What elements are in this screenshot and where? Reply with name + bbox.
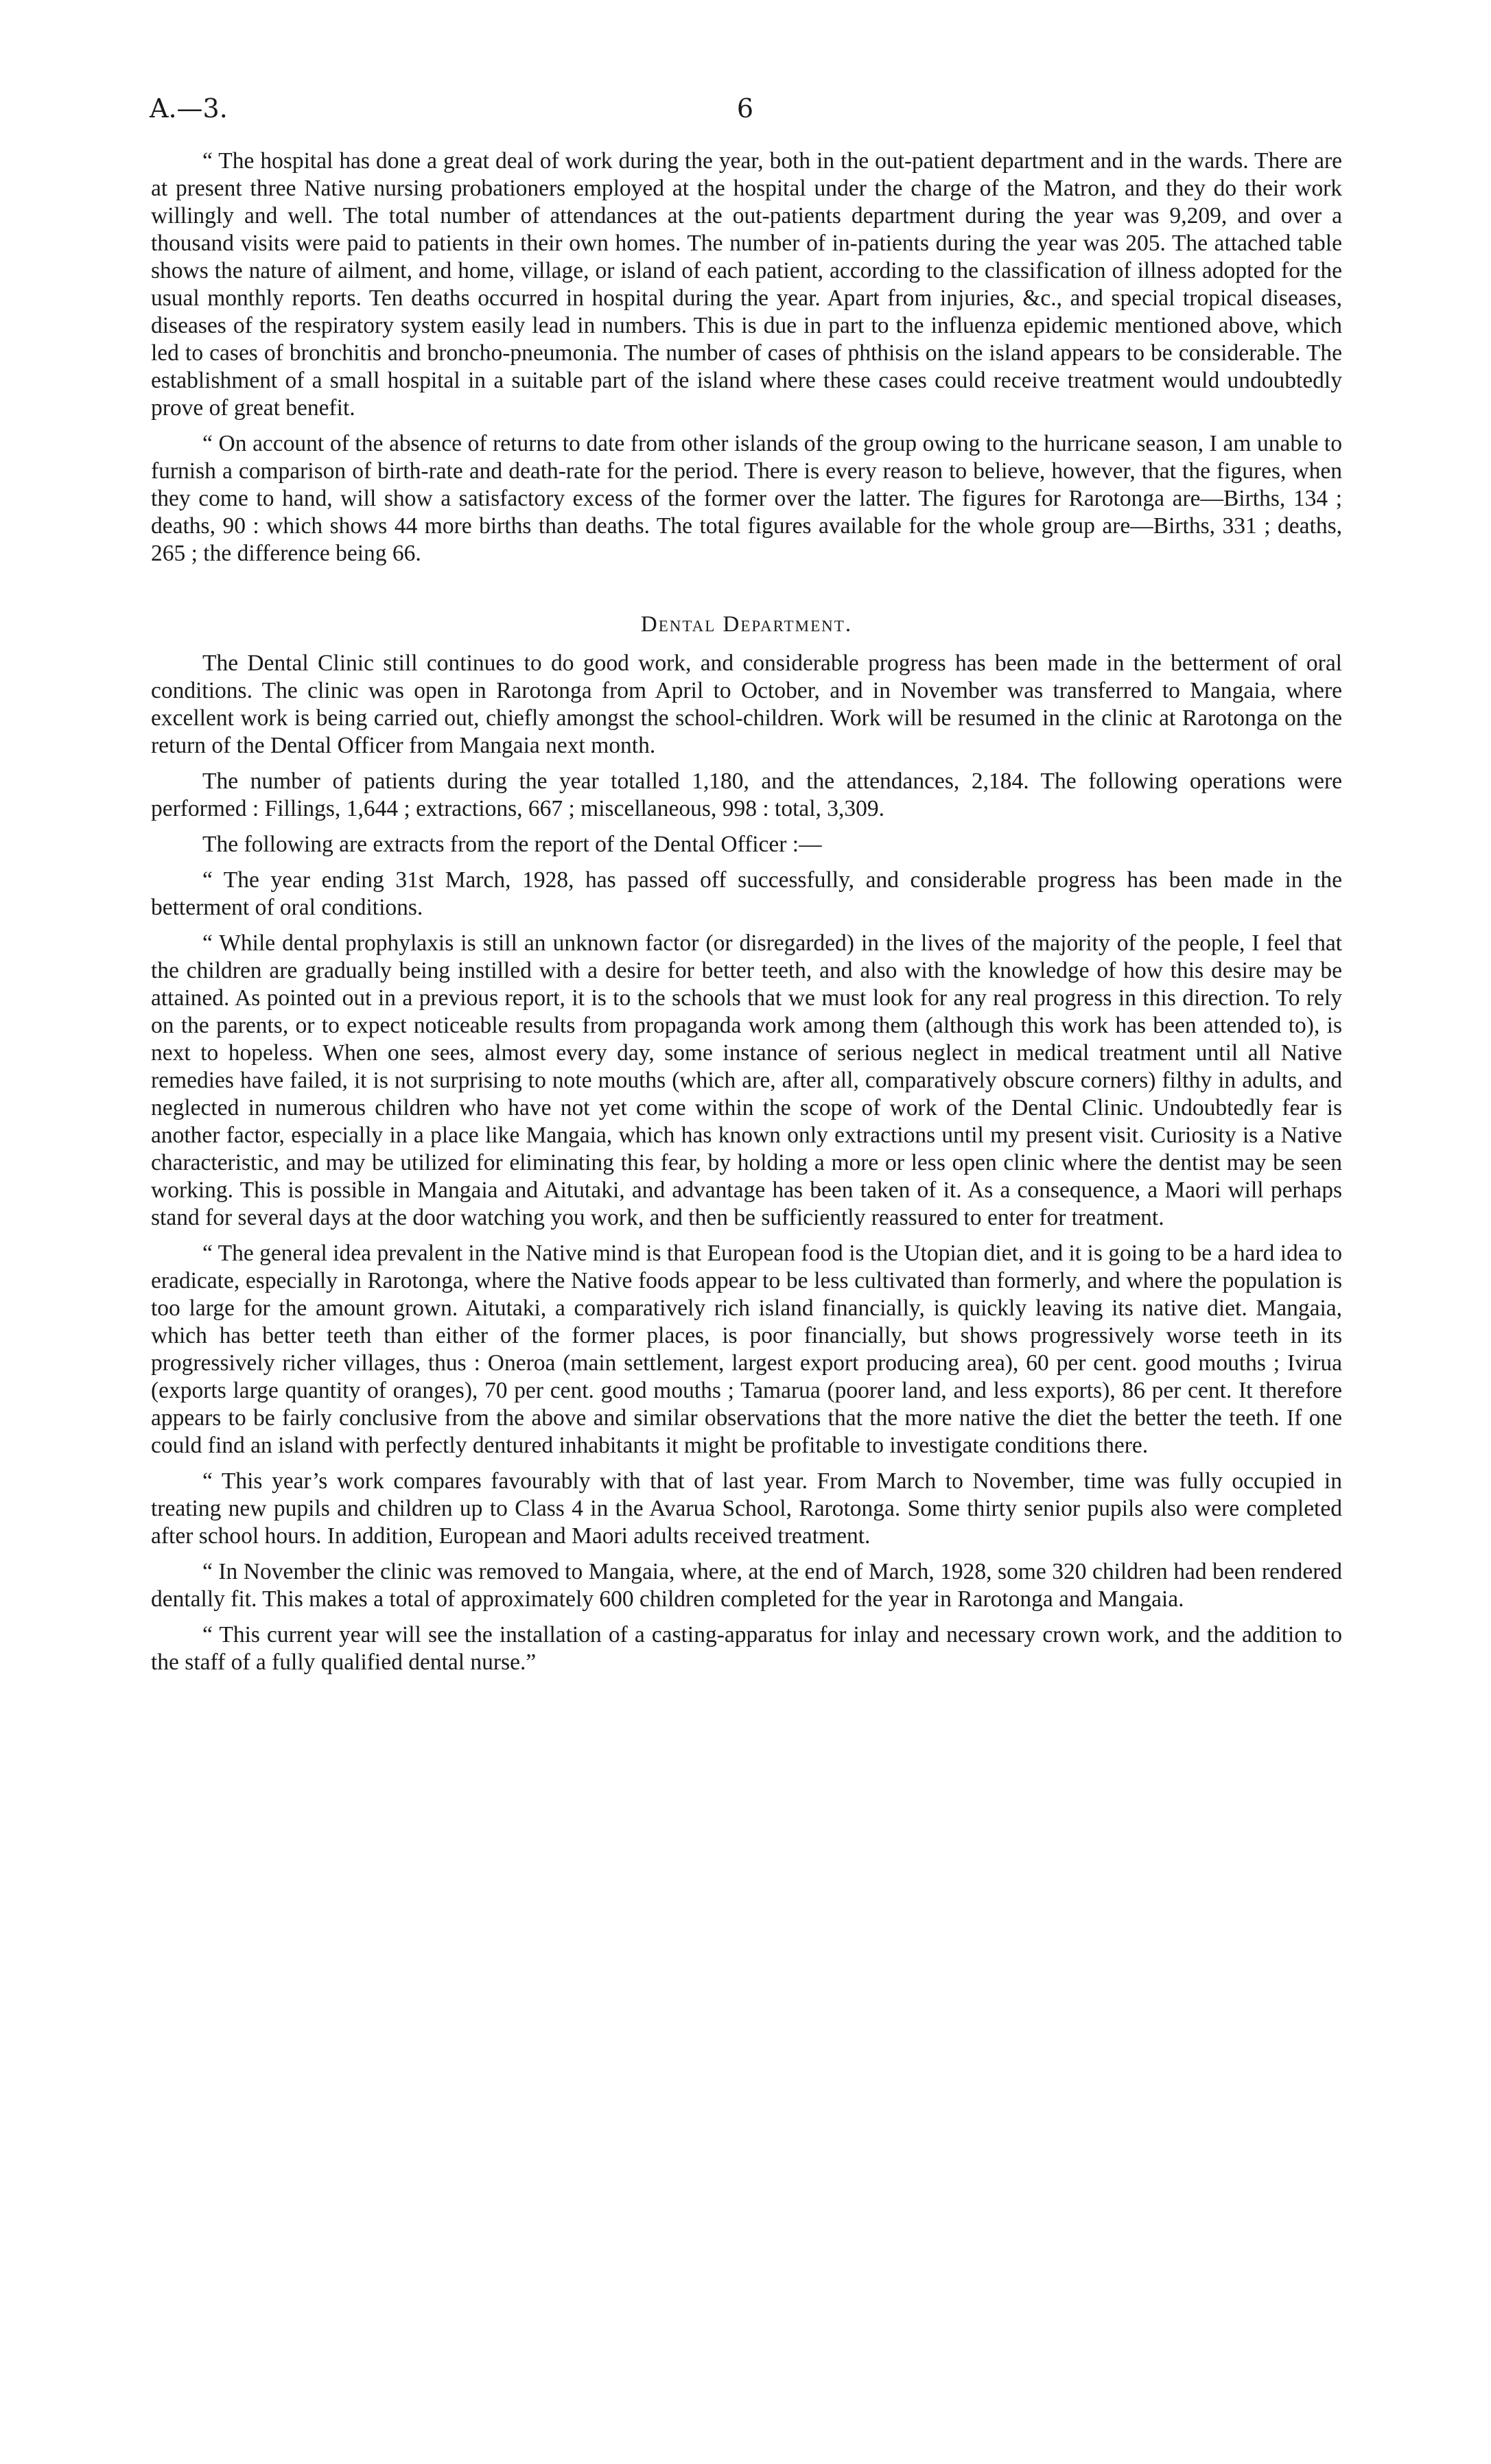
series-number: A.—3. (150, 93, 228, 124)
paragraph-native-diet: “ The general idea prevalent in the Native mind is that European food is the Utopian diet, and it is going to be a hard idea to eradicate, especially in Rarotonga, where the Native foods appear to be less cultivated than formerly, and where the population is too large for the amount grown. Aitutaki, a comparatively rich island financially, is quickly leaving its native diet. Mangaia, which has better teeth than either of the former places, is poor financially, but shows progressively worse teeth in its progressively richer villages, thus : Oneroa (main settlement, largest export producing area), 60 per cent. good mouths ; Ivirua (exports large quantity of oranges), 70 per cent. good mouths ; Tamarua (poorer land, and less exports), 86 per cent. It therefore appears to be fairly conclusive from the above and similar observations that the more native the diet the better the teeth. If one could find an island with perfectly dentured inhabitants it might be profitable to investigate conditions there. (151, 1241, 1342, 1458)
paragraph-dental-statistics: The number of patients during the year totalled 1,180, and the attendances, 2,184. The following operations were performed : Fillings, 1,644 ; extractions, 667 ; miscellaneous, 998 : total, 3,309. (151, 768, 1342, 821)
paragraph-birth-death-rates: “ On account of the absence of returns to date from other islands of the group owing to the hurricane season, I am unable to furnish a comparison of birth-rate and death-rate for the period. There is every reason to believe, however, that the figures, when they come to hand, will show a satisfactory excess of the former over the latter. The figures for Rarotonga are—Births, 134 ; deaths, 90 : which shows 44 more births than deaths. The total figures available for the whole group are—Births, 331 ; deaths, 265 ; the difference being 66. (151, 431, 1342, 566)
page-number: 6 (736, 93, 754, 124)
paragraph-dental-prophylaxis: “ While dental prophylaxis is still an unknown factor (or disregarded) in the lives of the majority of the people, I feel that the children are gradually being instilled with a desire for better teeth, and also with the knowledge of how this desire may be attained. As pointed out in a previous report, it is to the schools that we must look for any real progress in this direction. To rely on the parents, or to expect noticeable results from propaganda work among them (although this work has been attended to), is next to hopeless. When one sees, almost every day, some instance of serious neglect in medical treatment until all Native remedies have failed, it is not surprising to note mouths (which are, after all, comparatively obscure corners) filthy in adults, and neglected in numerous children who have not yet come within the scope of work of the Dental Clinic. Undoubtedly fear is another factor, especially in a place like Mangaia, which has known only extractions until my present visit. Curiosity is a Native characteristic, and may be utilized for eliminating this fear, by holding a more or less open clinic where the dentist may be seen working. This is possible in Mangaia and Aitutaki, and advantage has been taken of it. As a consequence, a Maori will perhaps stand for several days at the door watching you work, and then be sufficiently reassured to enter for treatment. (151, 930, 1342, 1230)
paragraph-extracts-intro: The following are extracts from the report of the Dental Officer :— (202, 832, 822, 857)
paragraph-mangaia-clinic: “ In November the clinic was removed to Mangaia, where, at the end of March, 1928, some 320 children had been rendered dentally fit. This makes a total of approximately 600 children completed for the year in Rarotonga and Mangaia. (151, 1559, 1342, 1612)
paragraph-hospital-work: “ The hospital has done a great deal of work during the year, both in the out-patient department and in the wards. There are at present three Native nursing probationers employed at the hospital under the charge of the Matron, and they do their work willingly and well. The total number of attendances at the out-patients department during the year was 9,209, and over a thousand visits were paid to patients in their own homes. The number of in-patients during the year was 205. The attached table shows the nature of ailment, and home, village, or island of each patient, according to the classification of illness adopted for the usual monthly reports. Ten deaths occurred in hospital during the year. Apart from injuries, &c., and special tropical diseases, diseases of the respiratory system easily lead in numbers. This is due in part to the influenza epidemic mentioned above, which led to cases of bronchitis and broncho-pneumonia. The number of cases of phthisis on the island appears to be considerable. The establishment of a small hospital in a suitable part of the island where these cases could receive treatment would undoubtedly prove of great benefit. (151, 148, 1342, 421)
body-text (151, 148, 1342, 1685)
paragraph-year-work: “ This year’s work compares favourably with that of last year. From March to November, time was fully occupied in treating new pupils and children up to Class 4 in the Avarua School, Rarotonga. Some thirty senior pupils also were completed after school hours. In addition, European and Maori adults received treatment. (151, 1468, 1342, 1549)
paragraph-current-year: “ This current year will see the installation of a casting-apparatus for inlay and necessary crown work, and the addition to the staff of a fully qualified dental nurse.” (151, 1622, 1342, 1675)
running-head (150, 93, 1341, 134)
section-heading-dental-department: Dental Department. (640, 612, 853, 637)
paragraph-year-ending: “ The year ending 31st March, 1928, has passed off successfully, and considerable progress has been made in the betterment of oral conditions. (151, 867, 1342, 920)
paragraph-dental-clinic: The Dental Clinic still continues to do good work, and considerable progress has been made in the betterment of oral conditions. The clinic was open in Rarotonga from April to October, and in November was transferred to Mangaia, where excellent work is being carried out, chiefly amongst the school-children. Work will be resumed in the clinic at Rarotonga on the return of the Dental Officer from Mangaia next month. (151, 650, 1342, 758)
